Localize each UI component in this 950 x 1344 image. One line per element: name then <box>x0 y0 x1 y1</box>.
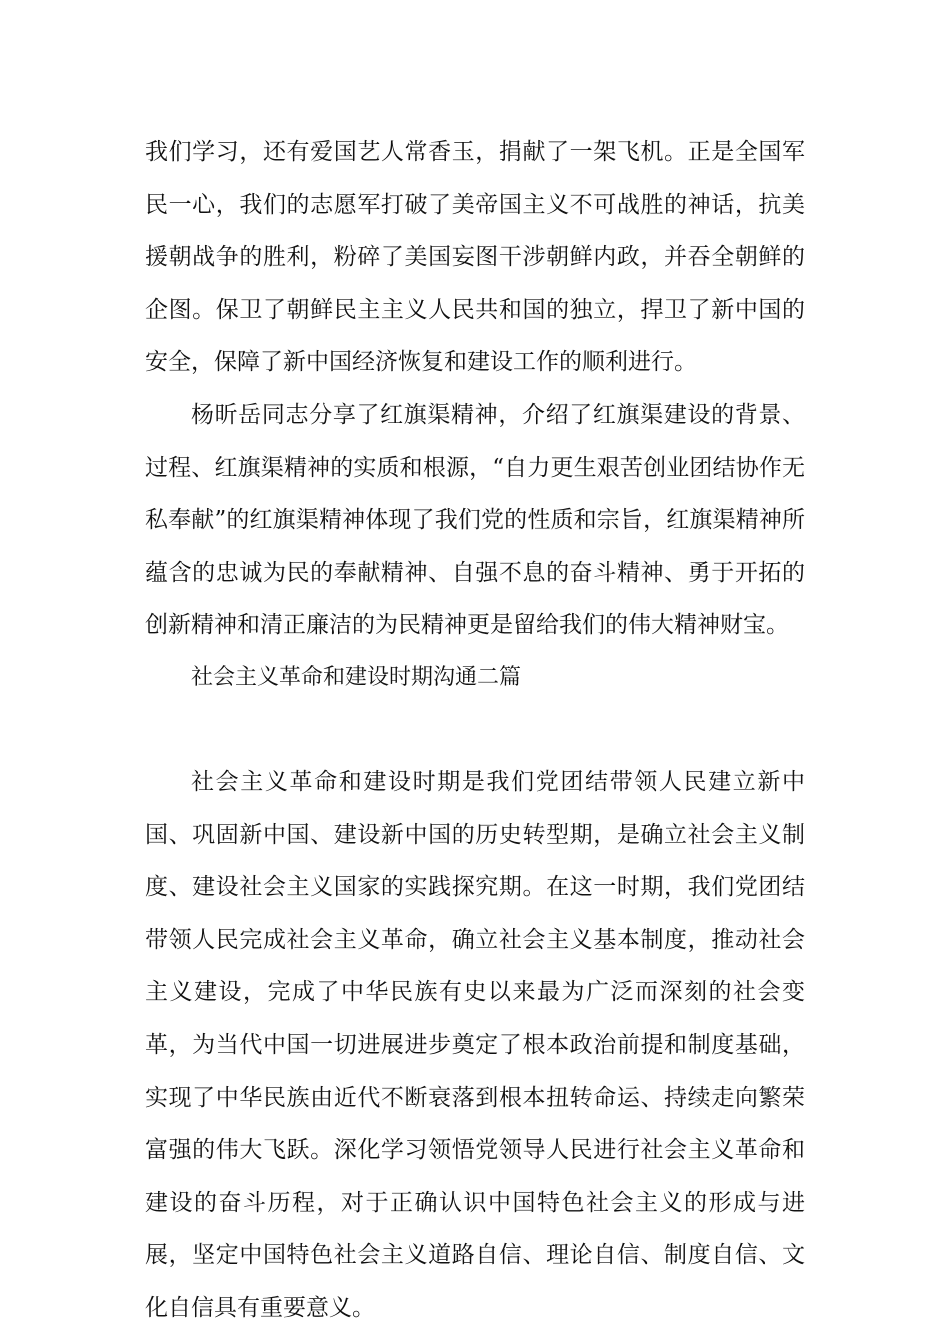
section-heading: 社会主义革命和建设时期沟通二篇 <box>191 665 522 690</box>
paragraph-hongqiqu-spirit: 杨昕岳同志分享了红旗渠精神，介绍了红旗渠建设的背景、过程、红旗渠精神的实质和根源，“自力更生艰苦创业团结协作无私奉献”的红旗渠精神体现了我们党的性质和宗旨，红旗渠精神所蕴含的忠诚为民的奉献精神、自强不息的奋斗精神、勇于开拓的创新精神和清正廉洁的为民精神更是留给我们的伟大精神财宝。 <box>145 402 805 639</box>
paragraph-continued: 我们学习，还有爱国艺人常香玉，捐献了一架飞机。正是全国军民一心，我们的志愿军打破了美帝国主义不可战胜的神话，抗美援朝战争的胜利，粉碎了美国妄图干涉朝鲜内政，并吞全朝鲜的企图。保卫了朝鲜民主主义人民共和国的独立，捍卫了新中国的安全，保障了新中国经济恢复和建设工作的顺利进行。 <box>145 139 805 376</box>
paragraph-socialist-revolution: 社会主义革命和建设时期是我们党团结带领人民建立新中国、巩固新中国、建设新中国的历史转型期，是确立社会主义制度、建设社会主义国家的实践探究期。在这一时期，我们党团结带领人民完成社会主义革命，确立社会主义基本制度，推动社会主义建设，完成了中华民族有史以来最为广泛而深刻的社会变革，为当代中国一切进展进步奠定了根本政治前提和制度基础，实现了中华民族由近代不断衰落到根本扭转命运、持续走向繁荣富强的伟大飞跃。深化学习领悟党领导人民进行社会主义革命和建设的奋斗历程，对于正确认识中国特色社会主义的形成与进展，坚定中国特色社会主义道路自信、理论自信、制度自信、文化自信具有重要意义。 <box>145 769 805 1321</box>
